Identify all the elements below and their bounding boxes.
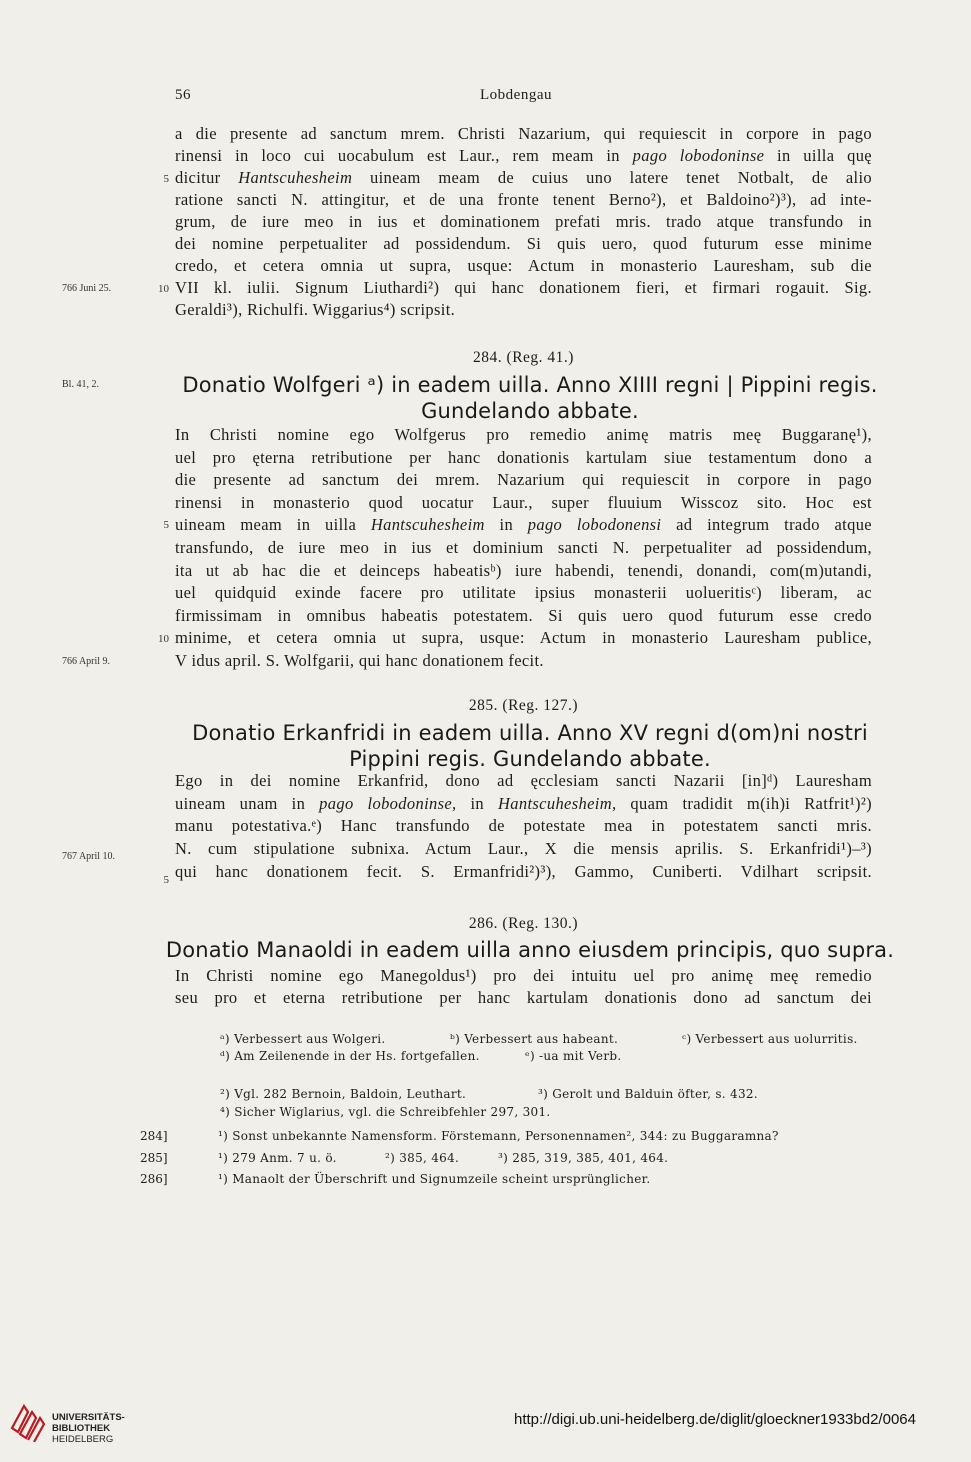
footnote-label: 286] [140, 1172, 168, 1186]
library-name-line: HEIDELBERG [52, 1434, 114, 1445]
footnote: ᵇ) Verbessert aus habeant. [450, 1032, 619, 1046]
library-name [52, 1412, 125, 1445]
margin-reference: Bl. 41, 2. [62, 379, 99, 390]
library-name-line: UNIVERSITÄTS- [52, 1412, 125, 1423]
text-line: credo, et cetera omnia ut supra, usque: Actum in monasterio Lauresham, sub die [175, 256, 872, 275]
footnote: ²) 385, 464. [385, 1151, 460, 1165]
text-line: uel quidquid exinde facere pro utilitate ipsius monasterii uolueritisᶜ) liberam, ac [175, 583, 872, 603]
margin-date: 766 Juni 25. [62, 283, 112, 294]
text-line: Geraldi³), Richulfi. Wiggarius⁴) scripsit. [175, 300, 456, 319]
line-number: 10 [158, 633, 169, 645]
footnote: ³) 285, 319, 385, 401, 464. [498, 1151, 669, 1165]
footnote: ᵈ) Am Zeilenende in der Hs. fortgefallen. [220, 1049, 480, 1063]
text-line: N. cum stipulatione subnixa. Actum Laur., X die mensis aprilis. S. Erkanfridi¹)–³) [175, 839, 872, 859]
footnote-label: 284] [140, 1129, 168, 1143]
line-number: 5 [163, 173, 169, 185]
library-logo-icon [8, 1398, 48, 1442]
text-line: a die presente ad sanctum mrem. Christi Nazarium, qui requiescit in corpore in pago [175, 124, 872, 143]
charter-title: Donatio Manaoldi in eadem uilla anno eiusdem principis, quo supra. [165, 938, 895, 962]
margin-date: 766 April 9. [62, 656, 111, 667]
charter-number: 286. (Reg. 130.) [468, 915, 579, 932]
line-number: 10 [158, 283, 169, 295]
library-name-line: BIBLIOTHEK [52, 1423, 111, 1434]
text-line: die presente ad sanctum dei mrem. Nazarium qui requiescit in corpore in pago [175, 470, 872, 490]
margin-date: 767 April 10. [62, 851, 116, 862]
source-url-link[interactable]: http://digi.ub.uni-heidelberg.de/diglit/gloeckner1933bd2/0064 [514, 1411, 916, 1428]
text-line: ratione sancti N. attingitur, et de una fronte tenent Berno²), et Baldoino²)³), ad inte- [175, 190, 872, 209]
footnote: ¹) 279 Anm. 7 u. ö. [218, 1151, 337, 1165]
text-line: manu potestativa.ᵉ) Hanc transfundo de potestate mea in potestatem sancti mris. [175, 816, 872, 836]
charter-number: 284. (Reg. 41.) [473, 349, 574, 366]
text-line: qui hanc donationem fecit. S. Ermanfridi²)³), Gammo, Cuniberti. Vdilhart scripsit. [175, 861, 872, 881]
footnote: ²) Vgl. 282 Bernoin, Baldoin, Leuthart. [220, 1087, 467, 1101]
text-line: transfundo, de iure meo in ius et dominium sancti N. perpetualiter ad possidendum, [175, 538, 872, 557]
text-line: seu pro et eterna retributione per hanc kartulam donationis dono ad sanctum dei [175, 988, 872, 1007]
page-number: 56 [175, 87, 191, 103]
charter-title: Donatio Wolfgeri ᵃ) in eadem uilla. Anno XIIII regni | Pippini regis. [182, 373, 878, 397]
footnote: ³) Gerolt und Balduin öfter, s. 432. [538, 1087, 758, 1101]
text-line: Ego in dei nomine Erkanfrid, dono ad ęcclesiam sancti Nazarii [in]ᵈ) Lauresham [175, 771, 872, 790]
text-line: minime, et cetera omnia ut supra, usque: Actum in monasterio Lauresham publice, [175, 628, 872, 648]
footnote-label: 285] [140, 1151, 168, 1165]
footnote: ¹) Manaolt der Überschrift und Signumzeile scheint ursprünglicher. [218, 1172, 651, 1186]
text-line: VII kl. iulii. Signum Liuthardi²) qui hanc donationem fieri, et firmari rogauit. Sig. [175, 278, 872, 297]
footnote: ᵃ) Verbessert aus Wolgeri. [220, 1032, 386, 1046]
line-number: 5 [163, 874, 169, 886]
line-number: 5 [163, 519, 169, 531]
text-line: grum, de iure meo in ius et dominationem prefati mris. trado atque transfundo in [175, 212, 872, 231]
footnote: ⁴) Sicher Wiglarius, vgl. die Schreibfehler 297, 301. [220, 1105, 551, 1119]
text-line: ita ut ab hac die et deinceps habeatisᵇ) iure habendi, tenendi, donandi, com(m)utandi, [175, 560, 872, 580]
footnote: ᶜ) Verbessert aus uolurritis. [682, 1032, 858, 1046]
text-line: In Christi nomine ego Manegoldus¹) pro dei intuitu uel pro animę meę remedio [175, 966, 872, 985]
place-name: pago lobodoninse [632, 146, 765, 165]
text-line: rinensi in monasterio quod uocatur Laur., super fluuium Wisscoz sito. Hoc est [175, 492, 872, 512]
charter-title: Gundelando abbate. [421, 399, 639, 423]
place-name: Hantscuhesheim [238, 168, 353, 187]
place-name: pago lobodoninse, [319, 793, 457, 813]
text-line: dei nomine perpetualiter ad possidendum. Si quis uero, quod futurum esse minime [175, 234, 872, 253]
text-line: V idus april. S. Wolfgarii, qui hanc donationem fecit. [175, 651, 544, 670]
charter-title: Pippini regis. Gundelando abbate. [349, 747, 711, 771]
text-line: uineam meam in uilla Hantscuhesheim in pago lobodonensi ad integrum trado atque [175, 515, 872, 535]
text-line: In Christi nomine ego Wolfgerus pro remedio animę matris meę Buggaranę¹), [175, 425, 872, 444]
text-line: rinensi in loco cui uocabulum est Laur., rem meam in pago lobodoninse in uilla quę [175, 146, 872, 165]
charter-number: 285. (Reg. 127.) [468, 697, 579, 714]
charter-title: Donatio Erkanfridi in eadem uilla. Anno XV regni d(om)ni nostri [192, 721, 868, 745]
text-line: uel pro ęterna retributione per hanc donationis kartulam siue testamentum dono a [175, 447, 872, 467]
running-title: Lobdengau [480, 87, 552, 103]
text-line: dicitur Hantscuhesheim uineam meam de cuius uno latere tenet Notbalt, de alio [175, 168, 872, 187]
footnote: ᵉ) -ua mit Verb. [525, 1049, 622, 1063]
place-name: pago lobodonensi [527, 515, 662, 535]
text-line: uineam unam in pago lobodoninse, in Hantscuhesheim, quam tradidit m(ih)i Ratfrit¹)²) [175, 793, 873, 813]
place-name: Hantscuhesheim, [498, 793, 617, 813]
footnote: ¹) Sonst unbekannte Namensform. Förstemann, Personennamen², 344: zu Buggaramna? [218, 1129, 779, 1143]
place-name: Hantscuhesheim [370, 515, 485, 535]
text-line: firmissimam in omnibus habeatis potestatem. Si quis uero quod futurum esse credo [175, 605, 872, 625]
